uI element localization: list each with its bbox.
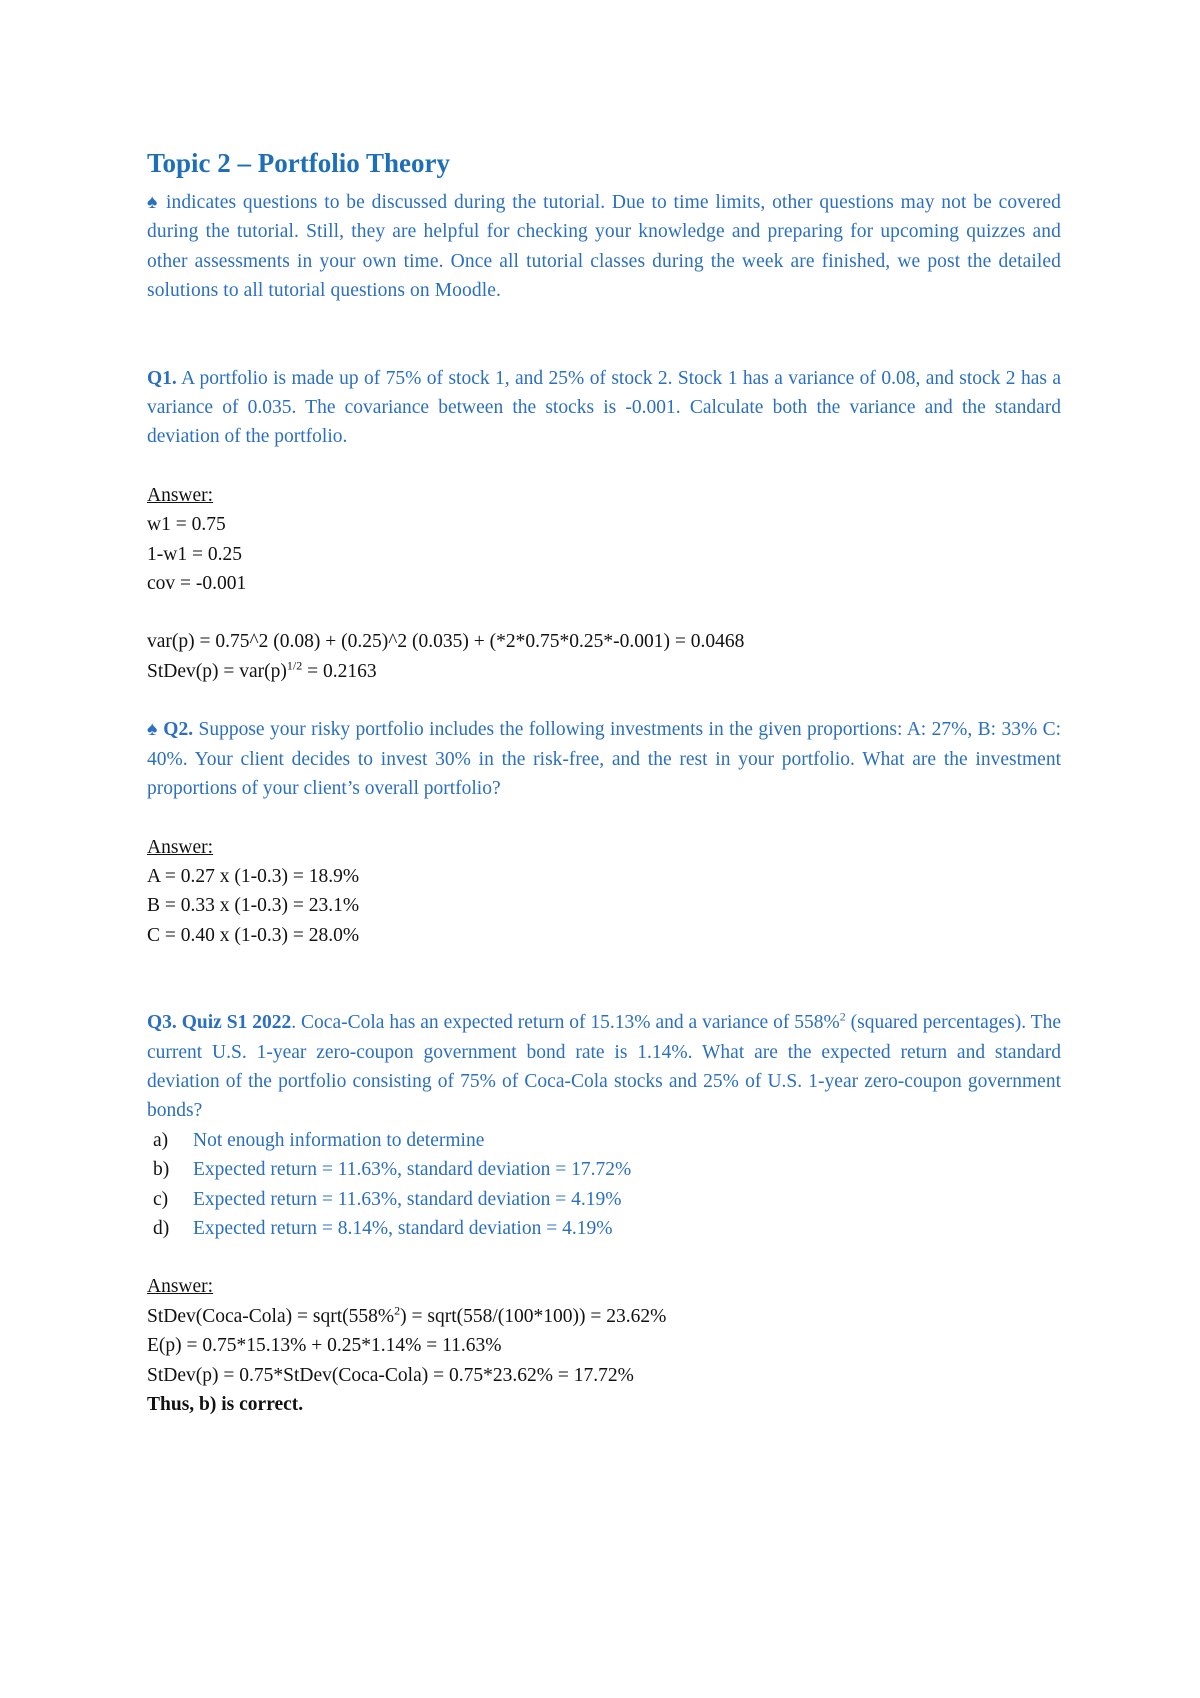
option-text: Not enough information to determine: [193, 1129, 485, 1151]
spade-icon: ♠: [147, 719, 158, 741]
option-text: Expected return = 11.63%, standard deviation = 17.72%: [193, 1159, 632, 1181]
q1-line-w1: w1 = 0.75: [147, 514, 226, 536]
q1-question: [147, 364, 1061, 452]
q3-option-d: [147, 1214, 1061, 1243]
q3-option-c: [147, 1185, 1061, 1214]
q3-text-a: . Coca-Cola has an expected return of 15.13% and a variance of 558%: [291, 1012, 840, 1034]
q1-line-w2: 1-w1 = 0.25: [147, 543, 242, 565]
q3-answer-label: Answer:: [147, 1276, 214, 1298]
q1-stdev-line: [147, 657, 1061, 686]
q2-question: [147, 715, 1061, 803]
q1-line-cov: cov = -0.001: [147, 573, 247, 595]
option-text: Expected return = 11.63%, standard deviation = 4.19%: [193, 1188, 622, 1210]
q3-option-a: [147, 1126, 1061, 1155]
q3-conclusion: Thus, b) is correct.: [147, 1394, 304, 1415]
q2-label: Q2.: [163, 719, 194, 741]
q3-option-b: [147, 1155, 1061, 1184]
intro-paragraph: [147, 188, 1061, 306]
q3-line-stdev-portfolio: StDev(p) = 0.75*StDev(Coca-Cola) = 0.75*23.62% = 17.72%: [147, 1364, 634, 1386]
q3-line-expected-return: E(p) = 0.75*15.13% + 0.25*1.14% = 11.63%: [147, 1335, 502, 1357]
q1-label: Q1.: [147, 367, 177, 389]
option-label: a): [153, 1129, 169, 1151]
q3-text-exponent: 2: [839, 1009, 846, 1024]
q2-text: Suppose your risky portfolio includes the following investments in the given proportions: A: 27%, B: 33% C: 40%. Your client decides to invest 30% in the risk-free, and the rest in your portfolio. What are the investment proportions of your client’s overall portfolio?: [147, 719, 1062, 800]
q3-options: [147, 1126, 1061, 1244]
q2-answer-label: Answer:: [147, 836, 214, 858]
q2-line-a: A = 0.27 x (1-0.3) = 18.9%: [147, 865, 360, 887]
q3-line1-exponent: 2: [394, 1303, 401, 1318]
q3-line-stdev-coke: [147, 1302, 1061, 1331]
spade-icon: ♠: [147, 192, 160, 213]
q1-stdev-value: = 0.2163: [302, 660, 377, 682]
q1-answer-label: Answer:: [147, 484, 214, 506]
option-label: d): [153, 1217, 170, 1239]
q1-stdev-prefix: StDev(p) = var(p): [147, 660, 287, 682]
q1-stdev-exponent: 1/2: [286, 658, 303, 673]
q1-text: A portfolio is made up of 75% of stock 1, and 25% of stock 2. Stock 1 has a variance of 0.08, and stock 2 has a variance of 0.035. The covariance between the stocks is -0.001. Calculate both the variance and the standard deviation of the portfolio.: [147, 367, 1061, 448]
document-page: [147, 146, 1061, 1419]
q3-line1-b: ) = sqrt(558/(100*100)) = 23.62%: [400, 1305, 667, 1327]
option-label: c): [153, 1188, 169, 1210]
intro-text: indicates questions to be discussed during the tutorial. Due to time limits, other questions may not be covered during the tutorial. Still, they are helpful for checking your knowledge and preparing for upcoming quizzes and other assessments in your own time. Once all tutorial classes during the week are finished, we post the detailed solutions to all tutorial questions on Moodle.: [147, 192, 1061, 302]
q3-text-b: (squared percentages). The current U.S. 1-year zero-coupon government bond rate is 1.14%. What are the expected return and standard deviation of the portfolio consisting of 75% of Coca-Cola stocks and 25% of U.S. 1-year zero-coupon government bonds?: [147, 1012, 1061, 1122]
option-text: Expected return = 8.14%, standard deviation = 4.19%: [193, 1217, 613, 1239]
q3-question: [147, 1008, 1061, 1126]
option-label: b): [153, 1159, 170, 1181]
page-title: Topic 2 – Portfolio Theory: [147, 148, 450, 178]
q2-line-c: C = 0.40 x (1-0.3) = 28.0%: [147, 924, 360, 946]
q1-variance-line: var(p) = 0.75^2 (0.08) + (0.25)^2 (0.035) + (*2*0.75*0.25*-0.001) = 0.0468: [147, 631, 745, 653]
q3-line1-a: StDev(Coca-Cola) = sqrt(558%: [147, 1305, 395, 1327]
q3-label: Q3. Quiz S1 2022: [147, 1012, 292, 1034]
q2-line-b: B = 0.33 x (1-0.3) = 23.1%: [147, 895, 360, 917]
